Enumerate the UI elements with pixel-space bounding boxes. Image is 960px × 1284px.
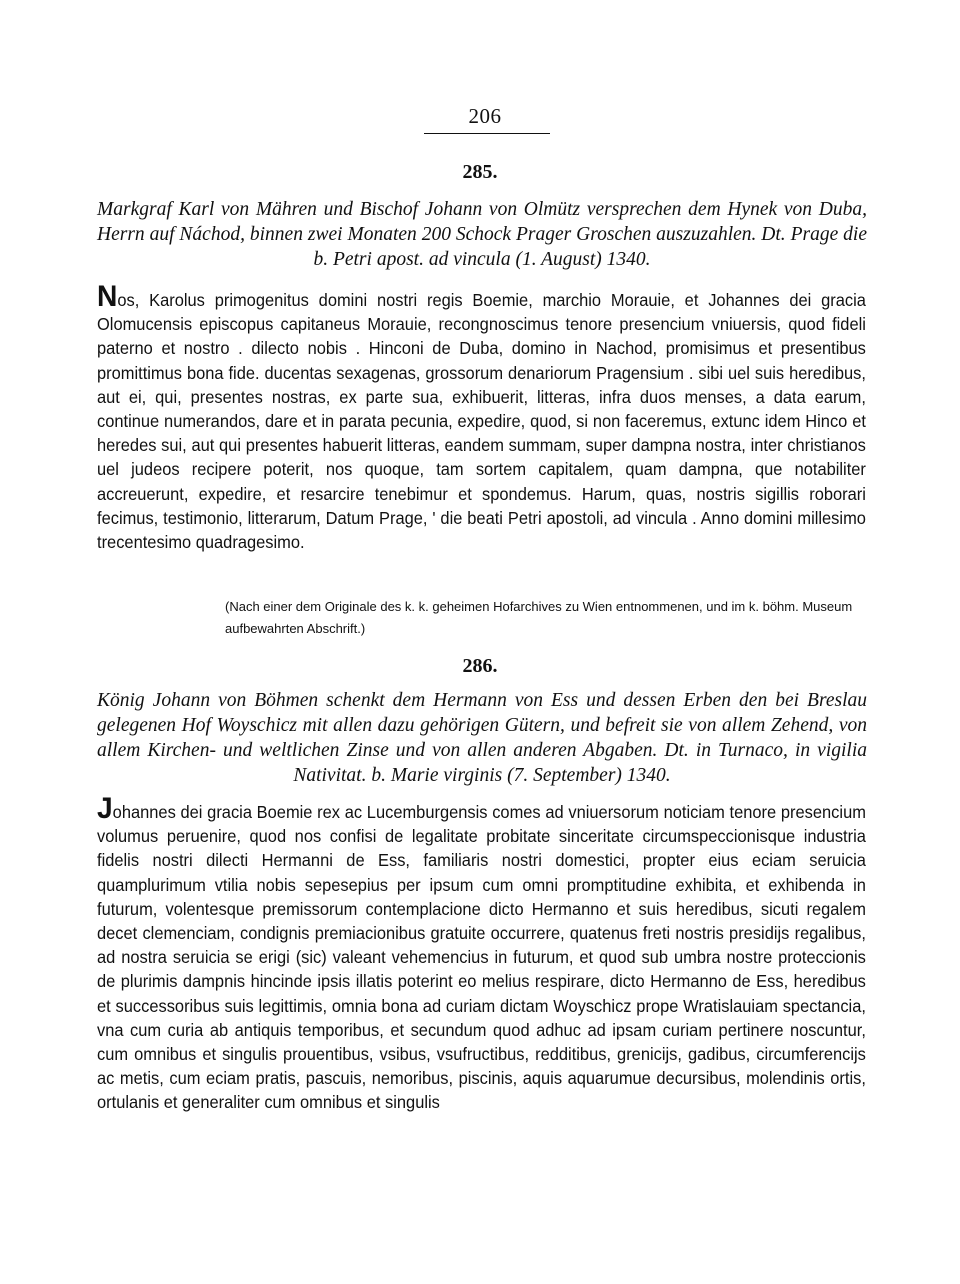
document-number: 285. [462,161,498,183]
document-summary: König Johann von Böhmen schenkt dem Hermann von Ess und dessen Erben den bei Breslau gelegenen Hof Woyschicz mit allen dazu gehörigen Gütern, und befreit sie von allem Zehend, von allem Kirchen- und weltlichen Zinse und von allen anderen Abgaben. Dt. in Turnaco, in vigilia Nativitat. b. Marie virginis (7. September) 1340. [97,690,867,786]
document-number: 286. [462,655,498,677]
document-body-text: ohannes dei gracia Boemie rex ac Lucemburgensis comes ad vniuersorum noticiam tenore presencium volumus peruenire, quod nos confisi de legalitate probitate sinceritate circumspeccionisque industria fidelis nostri dilecti Hermanni de Ess, familiaris nostri domestici, propter eius eciam seruicia quamplurimum vtilia nobis sepesepius per ipsum cum omni promptitudine exhibita, et exhibenda in futurum, volentesque premissorum contemplacione dicto Hermanno et suis heredibus, sicuti regalem decet clemenciam, condignis premiacionibus gratuite occurrere, quatenus freti nostris presidijs regalibus, ad nostra seruicia se erigi (sic) valeant vehemencius in futurum, et quod sub umbra nostre proteccionis de plurimis dampnis hincinde ipsis illatis poterint eo melius respirare, dicto Hermanno de Ess, heredibus et successoribus suis legittimis, omnia bona ad curiam dictam Woyschicz prope Wratislauiam spectancia, vna cum curia ab antiquis temporibus, et secundum quod adhuc ad ipsam curiam pertinere noscuntur, cum omnibus et singulis prouentibus, vsibus, vsufructibus, redditibus, grenicijs, gadibus, circumferencijs ac metis, cum eciam pratis, pascuis, nemoribus, piscinis, aquis aquarumue decursibus, molendinis ortis, ortulanis et generaliter cum omnibus et singulis [97,802,866,1113]
header-rule [424,133,550,134]
document-body-text: os, Karolus primogenitus domini nostri regis Boemie, marchio Morauie, et Johannes dei gracia Olomucensis episcopus capitaneus Morauie, recongnoscimus tenore presencium vniuersis, quod fideli paterno et nostro . dilecto nobis . Hinconi de Duba, domino in Nachod, promisimus et presentibus promittimus bona fide. ducentas sexagenas, grossorum denariorum Pragensium . sibi uel suis heredibus, aut ei, qui, presentes nostras, ex parte sua, exhibuerit, litteras, infra duos menses, a data earum, continue numerandos, dare et in parata pecunia, expedire, quod, si non faceremus, extunc idem Hinco et heredes sui, aut qui presentes habuerit litteras, eandem summam, super dampna nostra, inter christianos uel judeos recipere poterit, nos quoque, tam sortem capitalem, quam dampna, que notabiliter accreuerunt, expedire, et resarcire tenebimur et spondemus. Harum, quas, nostris sigillis roborari fecimus, testimonio, litterarum, Datum Prage, ' die beati Petri apostoli, ad vincula . Anno domini millesimo trecentesimo quadragesimo. [97,290,866,553]
source-note: (Nach einer dem Originale des k. k. geheimen Hofarchives zu Wien entnommenen, und im k. böhm. Museum aufbewahrten Abschrift.) [225,599,853,636]
document-body [97,280,866,554]
initial-letter: J [97,792,113,825]
initial-letter: N [97,280,118,313]
document-summary: Markgraf Karl von Mähren und Bischof Johann von Olmütz versprechen dem Hynek von Duba, Herrn auf Náchod, binnen zwei Monaten 200 Schock Prager Groschen auszuzahlen. Dt. Prage die b. Petri apost. ad vincula (1. August) 1340. [97,199,867,270]
page-number: 206 [468,104,502,128]
document-body [97,792,866,1115]
